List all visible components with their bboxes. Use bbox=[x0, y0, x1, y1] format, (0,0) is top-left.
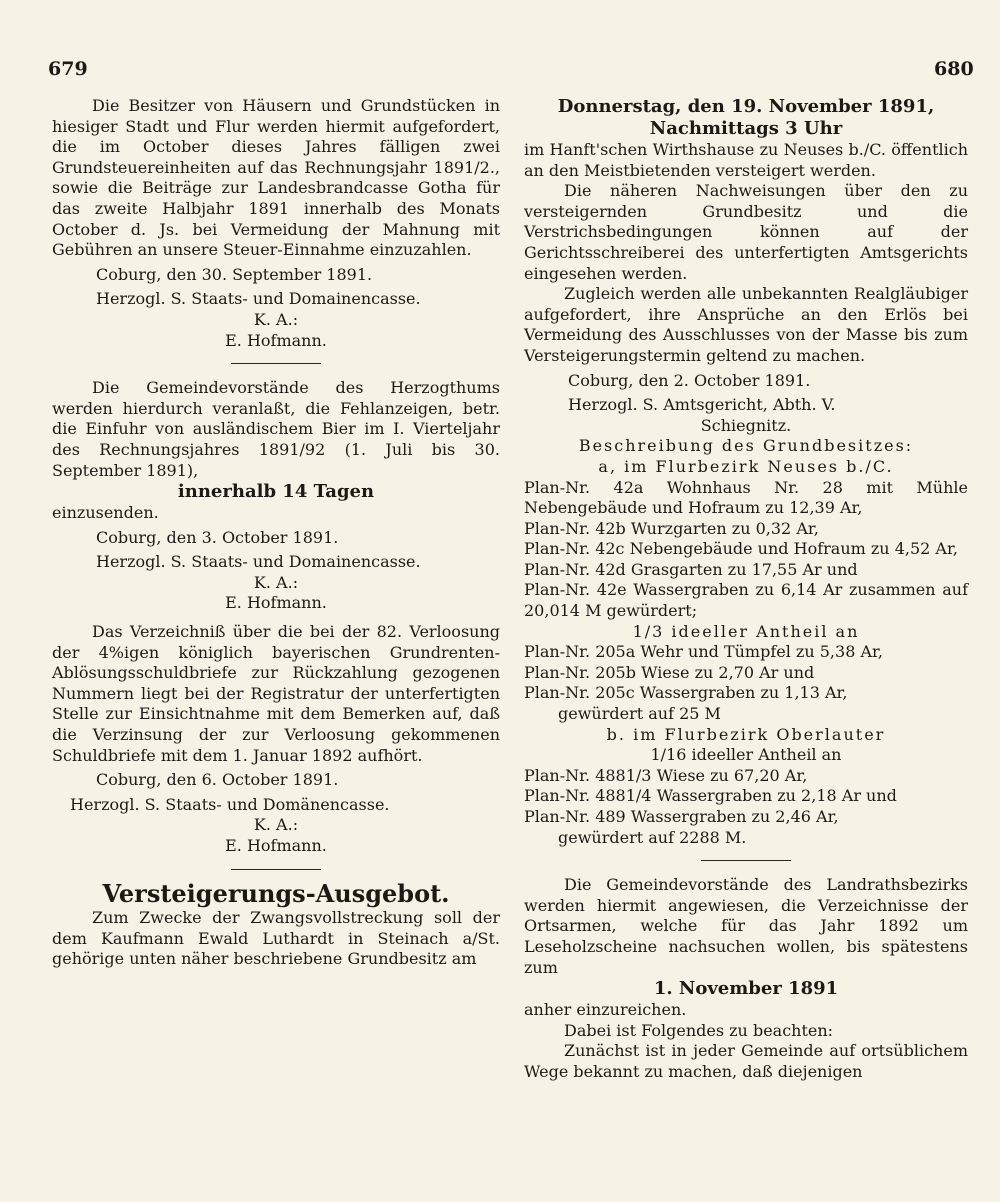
beer-notice-body: Die Gemeindevorstände des Herzogthums werden hierdurch veranlaßt, die Fehlanzeigen, betr. die Einfuhr von ausländischem Bier im I. Vierteljahr des Rechnungsjahres 1891/92 (1. Juli bis 30. September 1891), bbox=[52, 378, 500, 480]
firewood-notice-instruction: Zunächst ist in jeder Gemeinde auf ortsüblichem Wege bekannt zu machen, daß diejenigen bbox=[524, 1041, 968, 1081]
auction-creditors: Zugleich werden alle unbekannten Realgläubiger aufgefordert, ihre Ansprüche an den Erlös bei Vermeidung des Ausschlusses von der Masse bis zum Versteigerungstermin geltend zu machen. bbox=[524, 284, 968, 365]
district-b-title: b. im Flurbezirk Oberlauter bbox=[606, 724, 886, 744]
auction-location: im Hanft'schen Wirthshause zu Neuses b./C. öffentlich an den Meistbietenden versteigert werden. bbox=[524, 140, 968, 180]
third-share-value: gewürdert auf 25 M bbox=[558, 704, 721, 724]
auction-body: Zum Zwecke der Zwangsvollstreckung soll der dem Kaufmann Ewald Luthardt in Steinach a/St. gehörige unten näher beschriebene Grundbesitz am bbox=[52, 908, 500, 969]
left-column bbox=[52, 96, 500, 970]
divider bbox=[231, 869, 321, 870]
auction-details: Die näheren Nachweisungen über den zu versteigernden Grundbesitz und die Verstrichsbedingungen können auf der Gerichtsschreiberei des unterfertigten Amtsgerichts eingesehen werden. bbox=[524, 181, 968, 283]
divider bbox=[231, 363, 321, 364]
auction-authority: Herzogl. S. Amtsgericht, Abth. V. bbox=[568, 395, 836, 415]
beer-notice-tail: einzusenden. bbox=[52, 503, 159, 523]
bond-notice-signer: E. Hofmann. bbox=[225, 836, 327, 855]
page-number-left: 679 bbox=[48, 58, 88, 80]
beer-notice-signer: E. Hofmann. bbox=[225, 593, 327, 613]
divider bbox=[701, 860, 791, 861]
plan-item: Plan-Nr. 205a Wehr und Tümpfel zu 5,38 Ar, bbox=[524, 642, 883, 662]
auction-heading: Versteigerungs-Ausgebot. bbox=[102, 878, 450, 908]
plan-item: Plan-Nr. 42a Wohnhaus Nr. 28 mit Mühle Nebengebäude und Hofraum zu 12,39 Ar, bbox=[524, 477, 968, 518]
bond-notice-authority: Herzogl. S. Staats- und Domänencasse. bbox=[70, 794, 390, 814]
bond-notice-date: Coburg, den 6. October 1891. bbox=[96, 770, 339, 790]
plan-item: Plan-Nr. 42b Wurzgarten zu 0,32 Ar, bbox=[524, 518, 819, 538]
tax-notice-ka: K. A.: bbox=[253, 309, 299, 329]
firewood-notice-body: Die Gemeindevorstände des Landrathsbezirks werden hiermit angewiesen, die Verzeichnisse der Ortsarmen, welche für das Jahr 1892 um Leseholzscheine nachsuchen wollen, bis spätestens zum bbox=[524, 875, 968, 977]
right-column bbox=[524, 96, 968, 1083]
firewood-notice-deadline: 1. November 1891 bbox=[653, 978, 839, 1000]
beer-notice-authority: Herzogl. S. Staats- und Domainencasse. bbox=[96, 552, 421, 572]
plan-item: Plan-Nr. 42d Grasgarten zu 17,55 Ar und bbox=[524, 559, 858, 579]
bond-notice-ka: K. A.: bbox=[253, 815, 299, 835]
plan-item: Plan-Nr. 4881/3 Wiese zu 67,20 Ar, bbox=[524, 765, 808, 785]
plan-item: Plan-Nr. 205c Wassergraben zu 1,13 Ar, bbox=[524, 683, 848, 703]
plan-item: Plan-Nr. 4881/4 Wassergraben zu 2,18 Ar und bbox=[524, 786, 897, 806]
sixteenth-share-value: gewürdert auf 2288 M. bbox=[558, 827, 747, 847]
page-number-right: 680 bbox=[934, 58, 974, 80]
plan-item: Plan-Nr. 42e Wassergraben zu 6,14 Ar zusammen auf 20,014 M gewürdert; bbox=[524, 580, 968, 621]
beer-notice-ka: K. A.: bbox=[253, 572, 299, 592]
plan-item: Plan-Nr. 42c Nebengebäude und Hofraum zu 4,52 Ar, bbox=[524, 539, 958, 559]
auction-date-line2: Nachmittags 3 Uhr bbox=[649, 118, 843, 139]
beer-notice-deadline: innerhalb 14 Tagen bbox=[177, 481, 375, 503]
firewood-notice-tail: anher einzureichen. bbox=[524, 1000, 687, 1020]
tax-notice-authority: Herzogl. S. Staats- und Domainencasse. bbox=[96, 289, 421, 309]
tax-notice-signer: E. Hofmann. bbox=[225, 330, 327, 350]
auction-date: Coburg, den 2. October 1891. bbox=[568, 370, 811, 390]
bond-notice-body: Das Verzeichniß über die bei der 82. Verloosung der 4%igen königlich bayerischen Grundrenten-Ablösungsschuldbriefe zur Rückzahlung gezogenen Nummern liegt bei der Registratur der unterfertigten Stelle zur Einsichtnahme mit dem Bemerken auf, daß die Verzinsung der zur Verloosung gekommenen Schuldbriefe mit dem 1. Januar 1892 aufhört. bbox=[52, 622, 500, 765]
district-a-title: a, im Flurbezirk Neuses b./C. bbox=[598, 456, 894, 476]
sixteenth-share-title: 1/16 ideeller Antheil an bbox=[650, 745, 842, 765]
firewood-notice-note: Dabei ist Folgendes zu beachten: bbox=[564, 1020, 834, 1040]
auction-signer: Schiegnitz. bbox=[700, 415, 792, 435]
property-description-title: Beschreibung des Grundbesitzes: bbox=[578, 436, 914, 456]
tax-notice-date: Coburg, den 30. September 1891. bbox=[96, 264, 373, 284]
third-share-title: 1/3 ideeller Antheil an bbox=[632, 621, 860, 641]
plan-item: Plan-Nr. 489 Wassergraben zu 2,46 Ar, bbox=[524, 807, 839, 826]
plan-item: Plan-Nr. 205b Wiese zu 2,70 Ar und bbox=[524, 662, 815, 682]
beer-notice-date: Coburg, den 3. October 1891. bbox=[96, 527, 339, 547]
auction-date-line1: Donnerstag, den 19. November 1891, bbox=[557, 96, 935, 117]
tax-notice-body: Die Besitzer von Häusern und Grundstücken in hiesiger Stadt und Flur werden hiermit aufgefordert, die im October dieses Jahres fälligen zwei Grundsteuereinheiten auf das Rechnungsjahr 1891/2., sowie die Beiträge zur Landesbrandcasse Gotha für das zweite Halbjahr 1891 innerhalb des Monats October d. Js. bei Vermeidung der Mahnung mit Gebühren an unsere Steuer-Einnahme einzuzahlen. bbox=[52, 96, 500, 260]
